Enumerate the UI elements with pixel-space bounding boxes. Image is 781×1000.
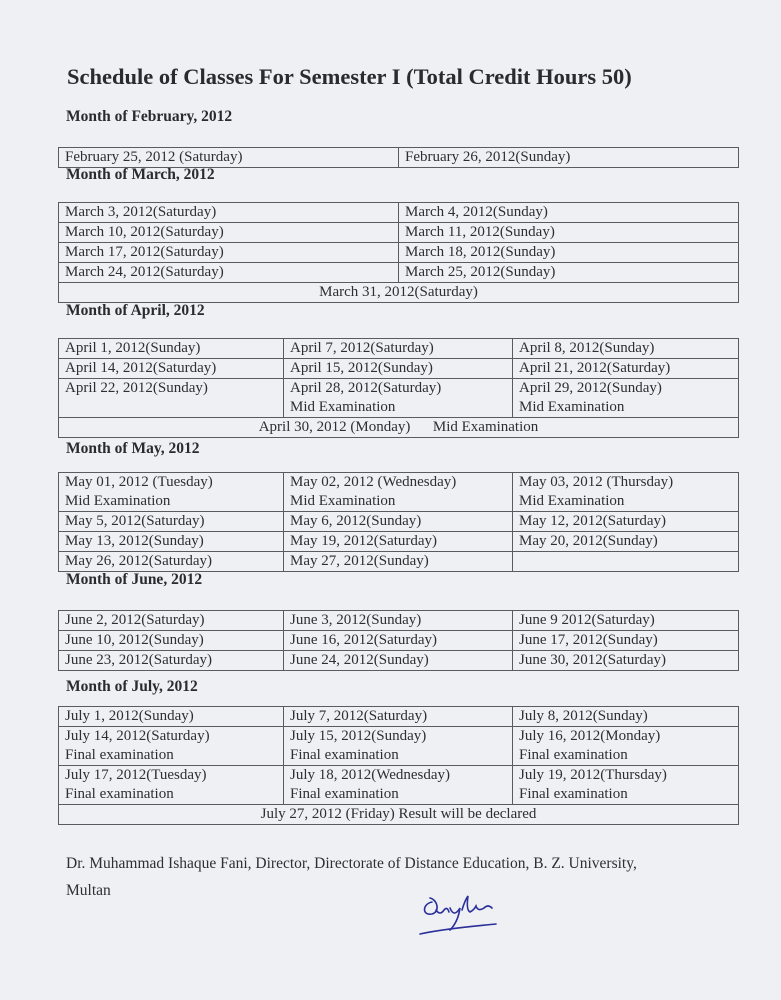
class-date: July 8, 2012(Sunday) (519, 708, 648, 724)
class-date: May 6, 2012(Sunday) (290, 513, 422, 529)
table-cell (513, 631, 739, 651)
table-row (59, 631, 739, 651)
signatory-line-2: Multan (66, 882, 111, 899)
table-cell (513, 651, 739, 671)
table-row (59, 611, 739, 631)
class-date: July 16, 2012(Monday) (519, 728, 661, 744)
class-date: June 10, 2012(Sunday) (65, 632, 204, 648)
table-cell (284, 473, 513, 512)
class-date: April 22, 2012(Sunday) (65, 380, 208, 396)
class-date: June 17, 2012(Sunday) (519, 632, 658, 648)
class-date: March 17, 2012(Saturday) (65, 244, 224, 260)
table-cell-full: July 27, 2012 (Friday) Result will be declared (59, 805, 739, 825)
table-row (59, 243, 739, 263)
class-date: June 24, 2012(Sunday) (290, 652, 429, 668)
table-cell (59, 727, 284, 766)
table-row (59, 473, 739, 512)
month-heading: Month of May, 2012 (66, 440, 200, 457)
table-cell (284, 707, 513, 727)
table-cell (59, 223, 399, 243)
class-date: April 1, 2012(Sunday) (65, 340, 201, 356)
table-row (59, 223, 739, 243)
table-cell (284, 631, 513, 651)
class-date: May 19, 2012(Saturday) (290, 533, 438, 549)
class-date: May 26, 2012(Saturday) (65, 553, 213, 569)
table-cell (399, 243, 739, 263)
exam-note: Final examination (519, 786, 628, 802)
table-row (59, 148, 739, 168)
class-date: June 2, 2012(Saturday) (65, 612, 205, 628)
table-row (59, 512, 739, 532)
class-date: April 15, 2012(Sunday) (290, 360, 433, 376)
schedule-table (58, 202, 739, 303)
exam-note: Final examination (290, 786, 399, 802)
table-cell (59, 631, 284, 651)
table-cell (59, 263, 399, 283)
schedule-table (58, 147, 739, 168)
class-date: July 17, 2012(Tuesday) (65, 767, 207, 783)
table-cell (513, 552, 739, 572)
table-row (59, 379, 739, 418)
table-cell (59, 611, 284, 631)
schedule-table (58, 706, 739, 825)
table-row (59, 339, 739, 359)
table-cell (513, 532, 739, 552)
month-heading: Month of June, 2012 (66, 571, 203, 588)
class-date: February 25, 2012 (Saturday) (65, 149, 243, 165)
class-date: July 14, 2012(Saturday) (65, 728, 210, 744)
table-cell (284, 727, 513, 766)
signatory-line-1: Dr. Muhammad Ishaque Fani, Director, Directorate of Distance Education, B. Z. University, (66, 855, 637, 872)
table-cell (284, 359, 513, 379)
class-date: May 01, 2012 (Tuesday) (65, 474, 213, 490)
table-cell (59, 359, 284, 379)
class-date: July 19, 2012(Thursday) (519, 767, 667, 783)
class-date: June 16, 2012(Saturday) (290, 632, 438, 648)
table-row (59, 418, 739, 438)
table-cell (59, 707, 284, 727)
class-date: May 02, 2012 (Wednesday) (290, 474, 457, 490)
month-heading: Month of March, 2012 (66, 166, 215, 183)
table-cell (59, 473, 284, 512)
class-date: February 26, 2012(Sunday) (405, 149, 571, 165)
class-date: April 29, 2012(Sunday) (519, 380, 662, 396)
table-cell (284, 611, 513, 631)
table-row (59, 766, 739, 805)
exam-note: Mid Examination (290, 399, 396, 415)
table-cell (59, 243, 399, 263)
table-cell (399, 203, 739, 223)
month-heading: Month of February, 2012 (66, 108, 233, 125)
class-date: May 27, 2012(Sunday) (290, 553, 429, 569)
table-row (59, 552, 739, 572)
class-date: May 03, 2012 (Thursday) (519, 474, 674, 490)
table-cell (513, 766, 739, 805)
class-date: May 12, 2012(Saturday) (519, 513, 667, 529)
class-date (519, 552, 732, 571)
table-cell (513, 339, 739, 359)
table-cell (399, 263, 739, 283)
class-date: June 9 2012(Saturday) (519, 612, 655, 628)
class-date: May 13, 2012(Sunday) (65, 533, 204, 549)
class-date: March 18, 2012(Sunday) (405, 244, 556, 260)
table-row (59, 359, 739, 379)
class-date: May 5, 2012(Saturday) (65, 513, 205, 529)
table-cell (284, 552, 513, 572)
class-date: June 30, 2012(Saturday) (519, 652, 667, 668)
table-cell (284, 512, 513, 532)
table-cell (59, 766, 284, 805)
table-cell (513, 379, 739, 418)
table-cell (513, 512, 739, 532)
table-row (59, 651, 739, 671)
table-cell (59, 532, 284, 552)
exam-note: Final examination (65, 747, 174, 763)
class-date: June 3, 2012(Sunday) (290, 612, 422, 628)
table-cell (284, 532, 513, 552)
table-row (59, 727, 739, 766)
class-date: April 7, 2012(Saturday) (290, 340, 434, 356)
class-date: March 11, 2012(Sunday) (405, 224, 555, 240)
table-cell (399, 148, 739, 168)
table-cell (59, 379, 284, 418)
table-cell-full: April 30, 2012 (Monday) Mid Examination (59, 418, 739, 438)
table-cell (399, 223, 739, 243)
document-title: Schedule of Classes For Semester I (Total Credit Hours 50) (67, 64, 632, 89)
table-cell (513, 473, 739, 512)
class-date: March 10, 2012(Saturday) (65, 224, 224, 240)
table-cell (284, 339, 513, 359)
class-date: July 1, 2012(Sunday) (65, 708, 194, 724)
schedule-table (58, 338, 739, 438)
table-cell (59, 651, 284, 671)
table-cell (513, 611, 739, 631)
table-cell (284, 651, 513, 671)
table-cell (59, 339, 284, 359)
table-cell (59, 203, 399, 223)
table-cell (284, 379, 513, 418)
class-date: March 24, 2012(Saturday) (65, 264, 224, 280)
class-date: April 28, 2012(Saturday) (290, 380, 442, 396)
class-date: April 8, 2012(Sunday) (519, 340, 655, 356)
table-cell (59, 148, 399, 168)
schedule-table (58, 610, 739, 671)
exam-note: Mid Examination (290, 493, 396, 509)
class-date: March 25, 2012(Sunday) (405, 264, 556, 280)
table-cell-full: March 31, 2012(Saturday) (59, 283, 739, 303)
table-row (59, 707, 739, 727)
signatory-block (66, 850, 746, 904)
exam-note: Final examination (65, 786, 174, 802)
table-row (59, 532, 739, 552)
class-date: July 15, 2012(Sunday) (290, 728, 427, 744)
class-date: June 23, 2012(Saturday) (65, 652, 213, 668)
month-heading: Month of April, 2012 (66, 302, 205, 319)
exam-note: Mid Examination (519, 493, 625, 509)
table-cell (513, 359, 739, 379)
table-row (59, 805, 739, 825)
table-row (59, 203, 739, 223)
exam-note: Final examination (290, 747, 399, 763)
exam-note: Mid Examination (65, 493, 171, 509)
class-date: July 18, 2012(Wednesday) (290, 767, 451, 783)
table-row (59, 263, 739, 283)
class-date: April 14, 2012(Saturday) (65, 360, 217, 376)
table-cell (513, 707, 739, 727)
table-cell (513, 727, 739, 766)
schedule-table (58, 472, 739, 572)
class-date: May 20, 2012(Sunday) (519, 533, 658, 549)
month-heading: Month of July, 2012 (66, 678, 198, 695)
class-date: March 4, 2012(Sunday) (405, 204, 548, 220)
table-row (59, 283, 739, 303)
exam-note: Mid Examination (519, 399, 625, 415)
class-date: March 3, 2012(Saturday) (65, 204, 217, 220)
exam-note: Final examination (519, 747, 628, 763)
signature (418, 890, 528, 940)
class-date: July 7, 2012(Saturday) (290, 708, 428, 724)
table-cell (284, 766, 513, 805)
class-date: April 21, 2012(Saturday) (519, 360, 671, 376)
table-cell (59, 552, 284, 572)
table-cell (59, 512, 284, 532)
